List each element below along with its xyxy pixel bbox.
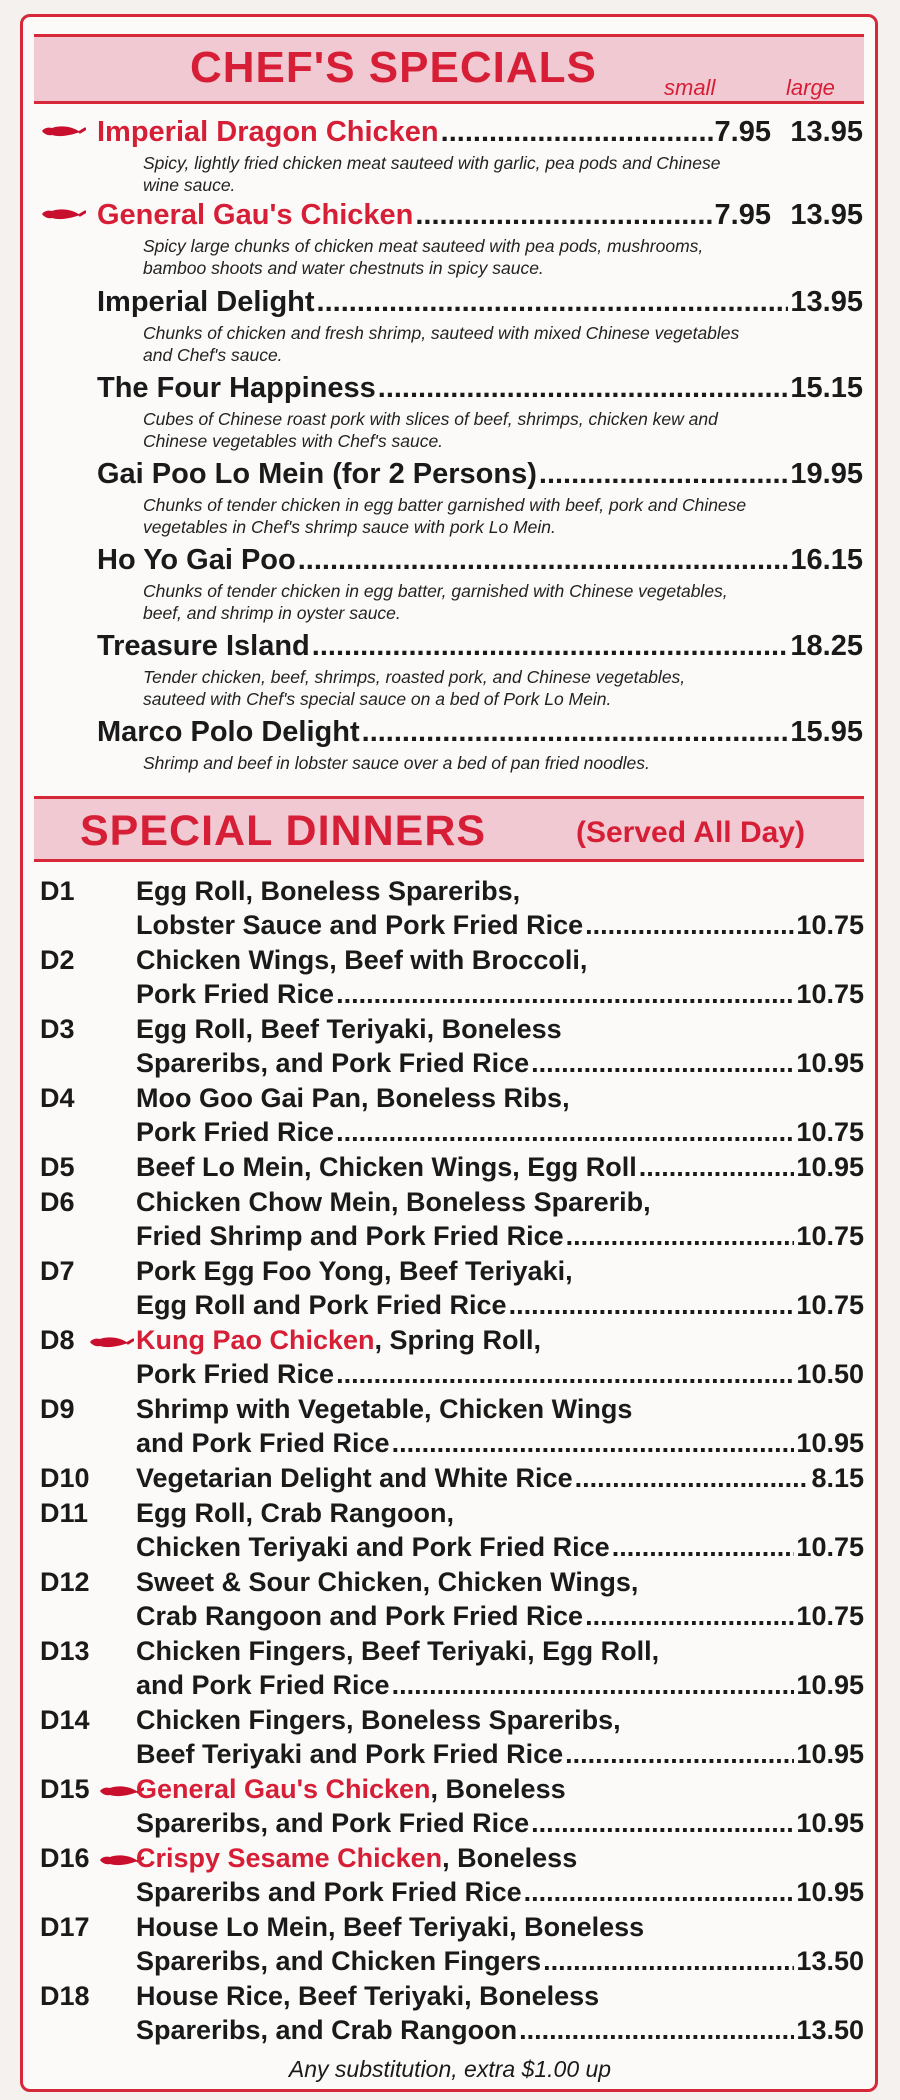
dinner-item <box>40 1843 864 1911</box>
chefs-specials-title: CHEF'S SPECIALS <box>190 43 597 92</box>
dinner-line-1: House Lo Mein, Beef Teriyaki, Boneless <box>136 1912 645 1942</box>
dot-leader <box>575 1463 810 1494</box>
chefs-specials-banner <box>34 34 864 104</box>
dinner-featured-dish: Crispy Sesame Chicken <box>136 1843 443 1873</box>
dinner-item <box>40 1187 864 1255</box>
dinner-price: 10.75 <box>796 910 864 940</box>
dinner-code: D14 <box>40 1705 90 1735</box>
dinner-price: 10.75 <box>796 1117 864 1147</box>
dot-leader <box>543 1946 794 1977</box>
dinner-code: D2 <box>40 945 75 975</box>
dinner-line-2: Fried Shrimp and Pork Fried Rice <box>136 1221 564 1251</box>
dinner-price: 10.75 <box>796 1221 864 1251</box>
dinner-price: 8.15 <box>811 1463 864 1493</box>
dinner-price: 10.75 <box>796 1601 864 1631</box>
large-price: 13.95 <box>790 199 863 231</box>
special-item-name: Marco Polo Delight <box>97 716 360 748</box>
dinner-line-1: Moo Goo Gai Pan, Boneless Ribs, <box>136 1083 570 1113</box>
dinner-item <box>40 1256 864 1324</box>
special-dinners-banner <box>34 796 864 862</box>
dinner-code: D6 <box>40 1187 75 1217</box>
dinner-line-2: Pork Fried Rice <box>136 979 335 1009</box>
dinner-line-1: Chicken Fingers, Beef Teriyaki, Egg Roll, <box>136 1636 660 1666</box>
dinner-price: 13.50 <box>796 2015 864 2045</box>
special-item-description: Chunks of tender chicken in egg batter garnished with beef, pork and Chinese vegetables in Chef's shrimp sauce with pork Lo Mein. <box>143 495 747 537</box>
dinner-line-2: and Pork Fried Rice <box>136 1670 390 1700</box>
dinner-price: 10.95 <box>796 1428 864 1458</box>
dinner-code: D13 <box>40 1636 90 1666</box>
special-item-name: Gai Poo Lo Mein (for 2 Persons) <box>97 458 537 490</box>
dinner-item <box>40 1325 864 1393</box>
dinner-item <box>40 1567 864 1635</box>
dinner-line-2: Chicken Teriyaki and Pork Fried Rice <box>136 1532 610 1562</box>
dinner-item <box>40 1498 864 1566</box>
dinner-line-2: Spareribs, and Pork Fried Rice <box>136 1048 530 1078</box>
dinner-line-1: , Spring Roll, <box>374 1325 542 1355</box>
dinner-code: D3 <box>40 1014 75 1044</box>
dot-leader <box>336 1117 794 1148</box>
dinner-line-1: Chicken Fingers, Boneless Spareribs, <box>136 1705 621 1735</box>
dinner-line-2: Beef Teriyaki and Pork Fried Rice <box>136 1739 564 1769</box>
dinner-featured-dish: Kung Pao Chicken <box>136 1325 375 1355</box>
dot-leader <box>336 979 794 1010</box>
special-item-price: 13.95 <box>790 286 863 318</box>
special-item-description: Chunks of chicken and fresh shrimp, sauteed with mixed Chinese vegetables and Chef's sauce. <box>143 323 740 365</box>
special-item-name: Imperial Delight <box>97 286 315 318</box>
special-item-description: Spicy large chunks of chicken meat sauteed with pea pods, mushrooms, bamboo shoots and water chestnuts in spicy sauce. <box>143 236 704 278</box>
dot-leader <box>312 630 789 663</box>
dot-leader <box>509 1290 795 1321</box>
dinner-line-1: Vegetarian Delight and White Rice <box>136 1463 573 1493</box>
dot-leader <box>585 1601 794 1632</box>
dinner-item <box>40 1083 864 1151</box>
dot-leader <box>392 1428 795 1459</box>
dot-leader <box>317 286 789 319</box>
special-item-description: Tender chicken, beef, shrimps, roasted pork, and Chinese vegetables, sauteed with Chef's special sauce on a bed of Pork Lo Mein. <box>143 667 686 709</box>
dinner-price: 10.75 <box>796 1532 864 1562</box>
special-item-name: Treasure Island <box>97 630 310 662</box>
dinner-line-2: Lobster Sauce and Pork Fried Rice <box>136 910 584 940</box>
dinner-line-1: Shrimp with Vegetable, Chicken Wings <box>136 1394 633 1424</box>
special-item-description: Shrimp and beef in lobster sauce over a bed of pan fried noodles. <box>143 753 650 773</box>
dinner-line-1: Egg Roll, Crab Rangoon, <box>136 1498 454 1528</box>
dot-leader <box>519 2015 794 2046</box>
dinner-line-1: House Rice, Beef Teriyaki, Boneless <box>136 1981 600 2011</box>
hot-pepper-icon <box>40 205 86 225</box>
small-price: 7.95 <box>714 116 771 148</box>
special-dinners-title: SPECIAL DINNERS <box>80 807 487 855</box>
dinner-line-2: Crab Rangoon and Pork Fried Rice <box>136 1601 584 1631</box>
dot-leader <box>612 1532 795 1563</box>
small-price: 7.95 <box>714 199 771 231</box>
dinner-code: D5 <box>40 1152 75 1182</box>
hot-pepper-icon <box>40 122 86 142</box>
dinner-price: 10.95 <box>796 1877 864 1907</box>
dinner-item <box>40 876 864 944</box>
dot-leader <box>639 1152 795 1183</box>
dinner-line-1: Egg Roll, Beef Teriyaki, Boneless <box>136 1014 562 1044</box>
dinner-line-1: Beef Lo Mein, Chicken Wings, Egg Roll <box>136 1152 637 1182</box>
special-item-price: 15.95 <box>790 716 863 748</box>
dinner-line-2: Spareribs and Pork Fried Rice <box>136 1877 522 1907</box>
dinner-price: 10.95 <box>796 1739 864 1769</box>
dinner-line-1: Pork Egg Foo Yong, Beef Teriyaki, <box>136 1256 573 1286</box>
dinner-price: 10.50 <box>796 1359 864 1389</box>
special-item-price: 18.25 <box>790 630 863 662</box>
special-item-price: 19.95 <box>790 458 863 490</box>
dot-leader <box>378 372 789 405</box>
dinner-line-1: , Boneless <box>442 1843 578 1873</box>
dinner-item <box>40 945 864 1013</box>
dot-leader <box>585 910 794 941</box>
dinner-line-2: and Pork Fried Rice <box>136 1428 390 1458</box>
special-item-name: General Gau's Chicken <box>97 199 414 231</box>
dot-leader <box>539 458 789 491</box>
dinner-line-2: Spareribs, and Chicken Fingers <box>136 1946 542 1976</box>
dinner-line-1: Chicken Chow Mein, Boneless Sparerib, <box>136 1187 651 1217</box>
substitution-note: Any substitution, extra $1.00 up <box>288 2056 612 2082</box>
small-size-header: small <box>664 75 716 100</box>
dinner-line-2: Spareribs, and Crab Rangoon <box>136 2015 518 2045</box>
dinner-item <box>40 1394 864 1462</box>
dinner-price: 10.95 <box>796 1048 864 1078</box>
special-item-description: Chunks of tender chicken in egg batter, garnished with Chinese vegetables, beef, and shrimp in oyster sauce. <box>143 581 728 623</box>
dinner-item <box>40 1636 864 1704</box>
dot-leader <box>441 116 713 149</box>
special-item-price: 16.15 <box>790 544 863 576</box>
dinner-code: D12 <box>40 1567 90 1597</box>
large-price: 13.95 <box>790 116 863 148</box>
dinner-line-1: Sweet & Sour Chicken, Chicken Wings, <box>136 1567 639 1597</box>
dinner-item <box>40 1014 864 1082</box>
special-item-name: Ho Yo Gai Poo <box>97 544 296 576</box>
special-dinners-subtitle: (Served All Day) <box>576 816 805 849</box>
dinner-price: 10.95 <box>796 1670 864 1700</box>
dinner-line-1: , Boneless <box>430 1774 566 1804</box>
dinner-price: 10.95 <box>796 1152 864 1182</box>
dinner-price: 10.95 <box>796 1808 864 1838</box>
hot-pepper-icon <box>88 1333 134 1353</box>
dot-leader <box>415 199 712 232</box>
dinner-code: D1 <box>40 876 75 906</box>
dot-leader <box>392 1670 795 1701</box>
dinner-code: D16 <box>40 1843 90 1873</box>
dinner-line-2: Egg Roll and Pork Fried Rice <box>136 1290 507 1320</box>
special-item-name: The Four Happiness <box>97 372 376 404</box>
special-item-name: Imperial Dragon Chicken <box>97 116 439 148</box>
dinner-code: D17 <box>40 1912 90 1942</box>
dinner-line-2: Spareribs, and Pork Fried Rice <box>136 1808 530 1838</box>
dinner-code: D18 <box>40 1981 90 2011</box>
dot-leader <box>566 1221 795 1252</box>
dinner-item <box>40 1912 864 1980</box>
dinner-code: D10 <box>40 1463 90 1493</box>
dinner-item <box>40 1705 864 1773</box>
dinner-code: D8 <box>40 1325 75 1355</box>
dinner-item <box>40 1774 864 1842</box>
dinner-price: 13.50 <box>796 1946 864 1976</box>
dot-leader <box>362 716 789 749</box>
special-item-price: 15.15 <box>790 372 863 404</box>
dinner-code: D11 <box>40 1498 89 1528</box>
dot-leader <box>531 1808 794 1839</box>
dinner-code: D4 <box>40 1083 75 1113</box>
dot-leader <box>298 544 789 577</box>
dinner-item <box>40 1463 864 1497</box>
dot-leader <box>524 1877 795 1908</box>
dinner-featured-dish: General Gau's Chicken <box>136 1774 431 1804</box>
dot-leader <box>565 1739 794 1770</box>
dinner-code: D15 <box>40 1774 90 1804</box>
dinner-price: 10.75 <box>796 1290 864 1320</box>
dinner-item <box>40 1981 864 2049</box>
dinner-code: D7 <box>40 1256 75 1286</box>
dinner-code: D9 <box>40 1394 75 1424</box>
special-item-description: Spicy, lightly fried chicken meat sauteed with garlic, pea pods and Chinese wine sauce. <box>143 153 721 195</box>
dinner-line-1: Egg Roll, Boneless Spareribs, <box>136 876 521 906</box>
dot-leader <box>336 1359 794 1390</box>
dot-leader <box>531 1048 794 1079</box>
dinner-line-2: Pork Fried Rice <box>136 1117 335 1147</box>
large-size-header: large <box>786 75 835 100</box>
special-item-description: Cubes of Chinese roast pork with slices of beef, shrimps, chicken kew and Chinese vegetables with Chef's sauce. <box>143 409 718 451</box>
dinner-line-2: Pork Fried Rice <box>136 1359 335 1389</box>
dinner-price: 10.75 <box>796 979 864 1009</box>
dinner-line-1: Chicken Wings, Beef with Broccoli, <box>136 945 588 975</box>
dinner-item <box>40 1152 864 1186</box>
